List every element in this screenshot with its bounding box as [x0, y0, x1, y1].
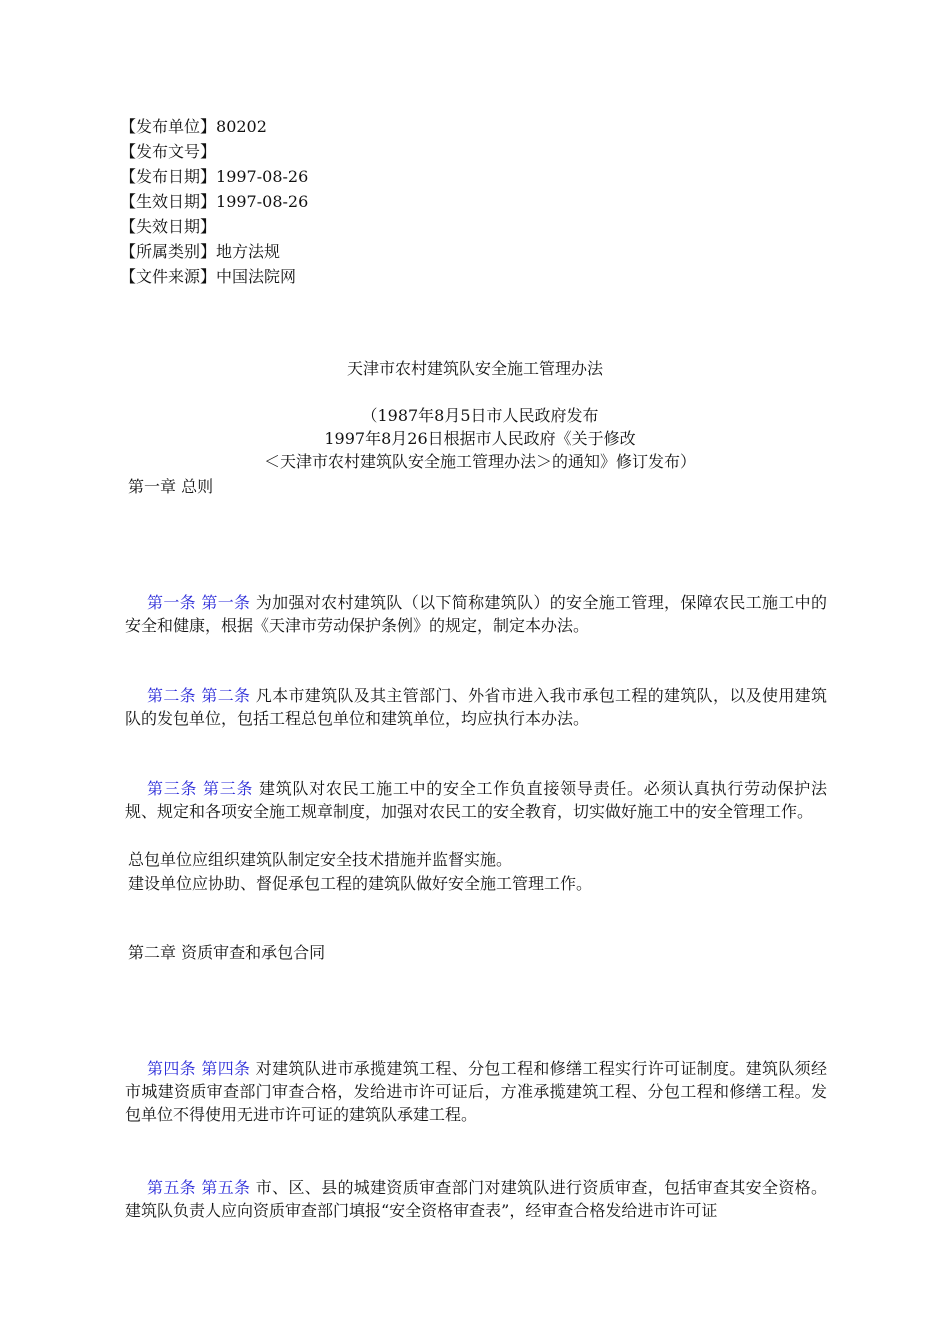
- article-label[interactable]: 第一条 第一条: [147, 593, 251, 612]
- article-1: [125, 591, 827, 637]
- article-text: 对建筑队进市承揽建筑工程、分包工程和修缮工程实行许可证制度。建筑队须经市城建资质审查部门审查合格，发给进市许可证后，方准承揽建筑工程、分包工程和修缮工程。发包单位不得使用无进市许可证的建筑队承建工程。: [125, 1059, 827, 1124]
- article-label[interactable]: 第二条 第二条: [147, 686, 251, 705]
- article-text: 市、区、县的城建资质审查部门对建筑队进行资质审查，包括审查其安全资格。建筑队负责人应向资质审查部门填报“安全资格审查表”，经审查合格发给进市许可证: [125, 1178, 827, 1220]
- article-3-paragraph: 总包单位应组织建筑队制定安全技术措施并监督实施。: [128, 850, 513, 869]
- meta-effective-date: 【生效日期】1997-08-26: [120, 192, 309, 211]
- subtitle-line: ＜天津市农村建筑队安全施工管理办法＞的通知》修订发布）: [263, 452, 696, 471]
- document-subtitle: [0, 404, 950, 473]
- meta-category: 【所属类别】地方法规: [120, 242, 281, 261]
- article-4: [125, 1057, 827, 1126]
- meta-issue-date: 【发布日期】1997-08-26: [120, 167, 309, 186]
- meta-issuer: 【发布单位】80202: [120, 117, 267, 136]
- meta-doc-number: 【发布文号】: [120, 142, 217, 161]
- article-3-paragraph: 建设单位应协助、督促承包工程的建筑队做好安全施工管理工作。: [128, 874, 593, 893]
- article-5: [125, 1176, 827, 1222]
- meta-expiry-date: 【失效日期】: [120, 217, 217, 236]
- subtitle-line: （1987年8月5日市人民政府发布: [361, 406, 599, 425]
- meta-source: 【文件来源】中国法院网: [120, 267, 297, 286]
- article-label[interactable]: 第四条 第四条: [147, 1059, 251, 1078]
- chapter-heading: 第二章 资质审查和承包合同: [128, 943, 326, 962]
- article-2: [125, 684, 827, 730]
- article-text: 建筑队对农民工施工中的安全工作负直接领导责任。必须认真执行劳动保护法规、规定和各项安全施工规章制度，加强对农民工的安全教育，切实做好施工中的安全管理工作。: [125, 779, 827, 821]
- article-text: 凡本市建筑队及其主管部门、外省市进入我市承包工程的建筑队，以及使用建筑队的发包单位，包括工程总包单位和建筑单位，均应执行本办法。: [125, 686, 827, 728]
- article-3: [125, 777, 827, 823]
- document-title: 天津市农村建筑队安全施工管理办法: [346, 359, 603, 378]
- document-metadata: [120, 114, 308, 289]
- article-text: 为加强对农村建筑队（以下简称建筑队）的安全施工管理，保障农民工施工中的安全和健康，根据《天津市劳动保护条例》的规定，制定本办法。: [125, 593, 827, 635]
- article-label[interactable]: 第三条 第三条: [147, 779, 254, 798]
- chapter-heading: 第一章 总则: [128, 477, 214, 496]
- article-label[interactable]: 第五条 第五条: [147, 1178, 251, 1197]
- subtitle-line: 1997年8月26日根据市人民政府《关于修改: [324, 429, 636, 448]
